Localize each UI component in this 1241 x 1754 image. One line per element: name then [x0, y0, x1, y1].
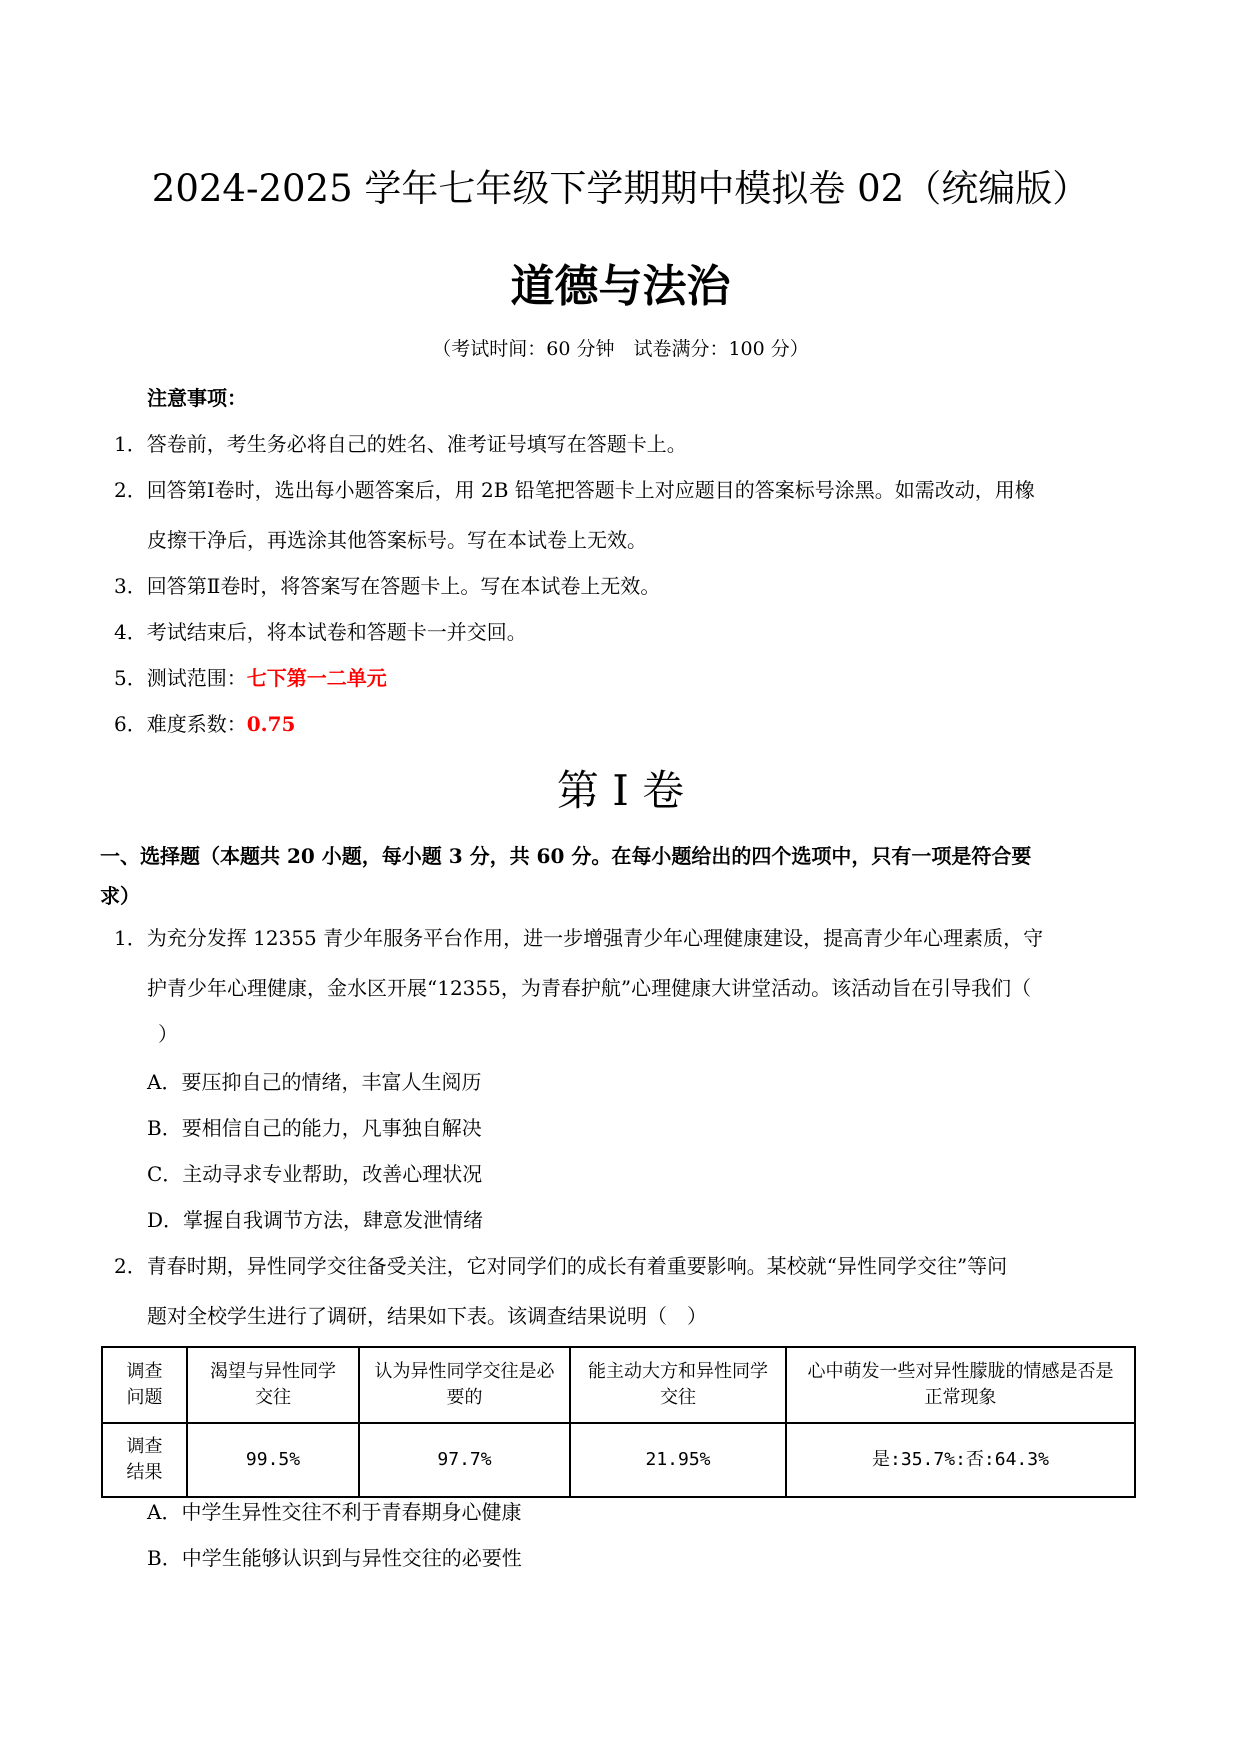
difficulty-value: 0.75	[246, 712, 296, 736]
question-num: 2．	[114, 1254, 147, 1278]
notice-item-label: 测试范围：	[146, 666, 247, 690]
question-stem: 为充分发挥 12355 青少年服务平台作用，进一步增强青少年心理健康建设，提高青少年心理素质，守	[146, 926, 1044, 950]
table-cell: 97.7%	[359, 1423, 570, 1497]
notice-item-3	[114, 570, 660, 599]
notice-item-text: 回答第Ⅰ卷时，选出每小题答案后，用 2B 铅笔把答题卡上对应题目的答案标号涂黑。如需改动，用橡	[146, 478, 1035, 502]
row-header-questions: 调查问题	[126, 1361, 163, 1408]
notice-item-label: 难度系数：	[146, 712, 247, 736]
question-stem: 青春时期，异性同学交往备受关注，它对同学们的成长有着重要影响。某校就“异性同学交往”等问	[146, 1254, 1008, 1278]
table-cell	[359, 1347, 570, 1423]
notice-item-6	[114, 708, 295, 737]
notice-item-1	[114, 428, 687, 457]
option-a: A．中学生异性交往不利于青春期身心健康	[147, 1500, 522, 1524]
notice-item-num: 2．	[114, 478, 147, 502]
question-2	[114, 1250, 1007, 1279]
survey-question-4: 心中萌发一些对异性朦胧的情感是否是正常现象	[807, 1361, 1114, 1408]
subject-title: 道德与法治	[510, 261, 731, 312]
table-header-cell	[102, 1423, 187, 1497]
question-1	[114, 922, 1043, 951]
option-b: B．要相信自己的能力，凡事独自解决	[147, 1116, 482, 1140]
notice-item-num: 6．	[114, 712, 147, 736]
notice-item-num: 5．	[114, 666, 147, 690]
table-cell: 21.95%	[570, 1423, 786, 1497]
question-num: 1．	[114, 926, 147, 950]
survey-question-1: 渴望与异性同学交往	[210, 1361, 336, 1408]
table-cell	[187, 1347, 359, 1423]
notice-item-text: 答卷前，考生务必将自己的姓名、准考证号填写在答题卡上。	[146, 432, 687, 456]
option-c: C．主动寻求专业帮助，改善心理状况	[147, 1162, 483, 1186]
notice-item-text: 考试结束后，将本试卷和答题卡一并交回。	[146, 620, 527, 644]
notice-item-num: 3．	[114, 574, 147, 598]
table-cell: 是:35.7%:否:64.3%	[786, 1423, 1135, 1497]
table-cell: 99.5%	[187, 1423, 359, 1497]
survey-table	[101, 1346, 1136, 1498]
notice-item-num: 1．	[114, 432, 147, 456]
question-stem-cont: ）	[158, 1022, 178, 1046]
survey-question-2: 认为异性同学交往是必要的	[374, 1361, 555, 1408]
row-header-results: 调查结果	[126, 1436, 163, 1483]
table-header-cell	[102, 1347, 187, 1423]
option-a: A．要压抑自己的情绪，丰富人生阅历	[147, 1070, 482, 1094]
section-title: 第 I 卷	[556, 766, 685, 815]
question-stem-cont: 题对全校学生进行了调研，结果如下表。该调查结果说明（ ）	[147, 1304, 707, 1328]
option-b: B．中学生能够认识到与异性交往的必要性	[147, 1546, 522, 1570]
table-cell	[786, 1347, 1135, 1423]
test-scope-value: 七下第一二单元	[246, 666, 387, 690]
section-heading: 一、选择题（本题共 20 小题，每小题 3 分，共 60 分。在每小题给出的四个选项中，只有一项是符合要	[100, 844, 1032, 868]
notice-title: 注意事项：	[147, 386, 247, 410]
table-row	[102, 1423, 1135, 1497]
option-d: D．掌握自我调节方法，肆意发泄情绪	[147, 1208, 484, 1232]
notice-item-2	[114, 474, 1035, 503]
notice-item-2-cont: 皮擦干净后，再选涂其他答案标号。写在本试卷上无效。	[147, 528, 647, 552]
notice-item-4	[114, 616, 527, 645]
survey-question-3: 能主动大方和异性同学交往	[588, 1361, 768, 1408]
notice-item-num: 4．	[114, 620, 147, 644]
notice-item-5	[114, 662, 387, 691]
table-row	[102, 1347, 1135, 1423]
exam-title: 2024-2025 学年七年级下学期期中模拟卷 02（统编版）	[151, 167, 1090, 210]
table-cell	[570, 1347, 786, 1423]
question-stem-cont: 护青少年心理健康，金水区开展“12355，为青春护航”心理健康大讲堂活动。该活动旨在引导我们（	[147, 976, 1032, 1000]
section-heading-cont: 求）	[100, 884, 140, 908]
exam-info: （考试时间：60 分钟 试卷满分：100 分）	[432, 338, 809, 360]
notice-item-text: 回答第Ⅱ卷时，将答案写在答题卡上。写在本试卷上无效。	[146, 574, 661, 598]
